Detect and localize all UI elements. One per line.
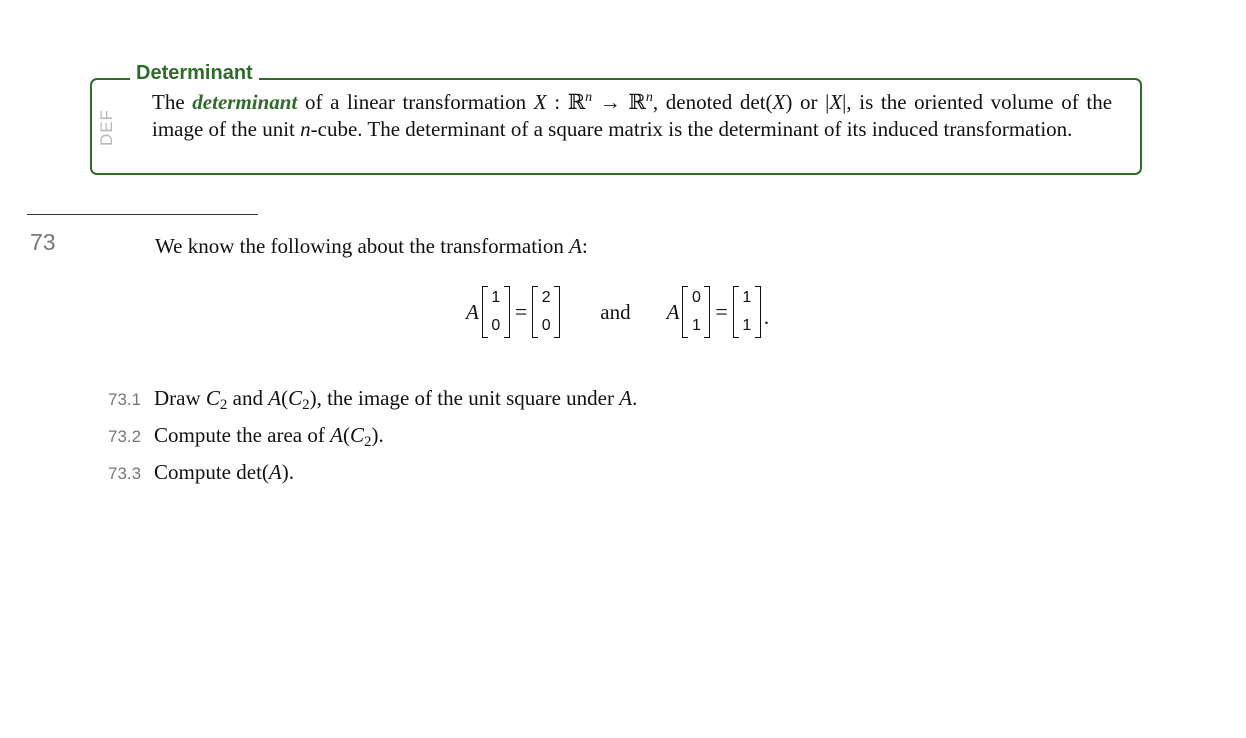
operator-A-2: A (666, 299, 680, 324)
output-vector-2: 1 1 (733, 286, 761, 338)
subproblem-number: 73.3 (108, 464, 142, 483)
subproblem-73-1: 73.1 Draw $C_2$ and $A(C_2)$, the image of the unit square under A. (108, 386, 638, 413)
and-connector: and (600, 299, 631, 324)
subproblem-number: 73.2 (108, 427, 142, 446)
equals-sign: = (715, 299, 728, 324)
input-vector-e2: 0 1 (682, 286, 710, 338)
subproblem-number: 73.1 (108, 390, 142, 409)
definition-title: Determinant (130, 62, 259, 85)
definition-label: DEF (97, 109, 116, 147)
subproblem-73-3: 73.3 Compute det(A). (108, 460, 294, 484)
definition-text: The determinant of a linear transformation X : ℝ$^n$ → ℝ$^n$, denoted det(X) or |X|, is the oriented volume of the image of the unit n-cube. The determinant of a square matrix is the determinant of its induced transformation. (152, 90, 1113, 141)
output-vector-1: 2 0 (532, 286, 560, 338)
problem-number: 73 (30, 229, 56, 255)
definition-term: determinant (192, 90, 298, 114)
input-vector-e1: 1 0 (482, 286, 510, 338)
problem-intro: We know the following about the transformation A: (155, 234, 588, 258)
equals-sign: = (514, 299, 528, 324)
section-separator (27, 214, 258, 215)
transformation-equations: A 1 0 = 2 0 and A 0 1 = 1 1 . (466, 284, 769, 340)
operator-A-1: A (466, 299, 479, 324)
subproblem-73-2: 73.2 Compute the area of $A(C_2)$. (108, 423, 384, 450)
